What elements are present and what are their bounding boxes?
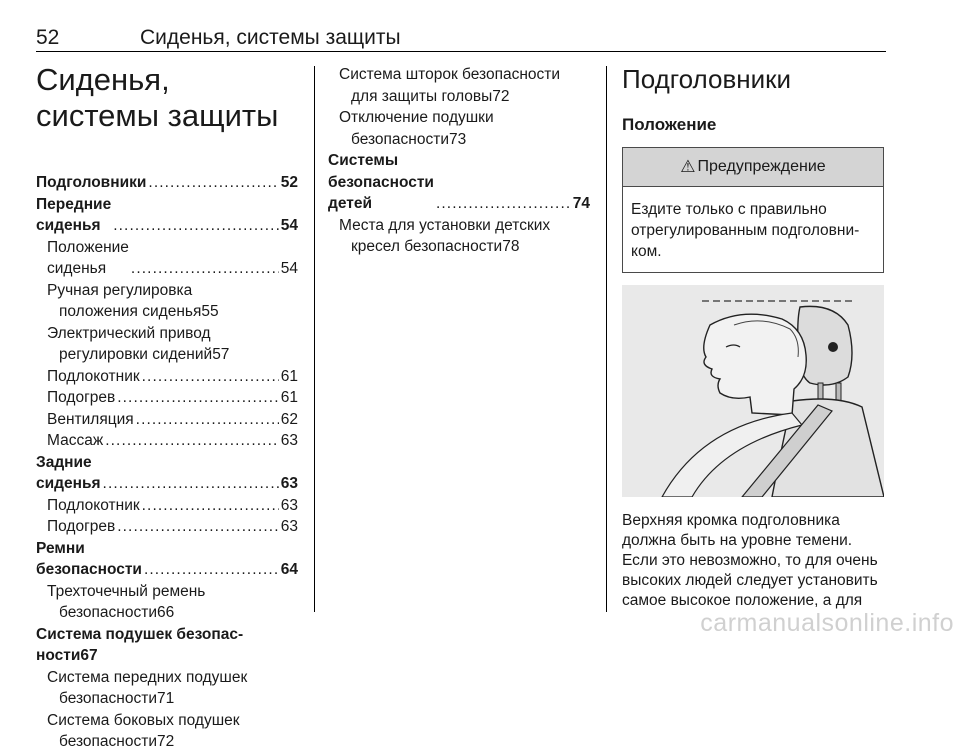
toc-entry-label: Система передних подушек [47,668,248,686]
toc-page-number: 64 [280,561,298,578]
section-title: Подголовники [622,64,792,94]
toc-page-number: 72 [157,733,175,750]
toc-entry-label: Подлокотник [47,496,140,514]
watermark: carmanualsonline.info [700,609,954,637]
warning-triangle-icon: ⚠ [680,157,696,176]
toc-page-number: 78 [502,238,520,255]
content-column [622,58,886,611]
toc-entry-label: Задние сиденья [36,453,101,492]
warning-text: Ездите только с правильно отрегулированным подголовни-ком. [631,201,860,260]
toc-entry[interactable] [36,538,298,581]
toc-page-number: 63 [280,475,298,492]
page-number: 52 [36,26,60,49]
page-header [36,26,886,50]
warning-title: Предупреждение [697,158,826,175]
warning-box [622,147,884,273]
toc-entry[interactable] [36,387,298,409]
toc-entry-label: Места для установки детских [339,216,551,234]
toc-page-number: 62 [280,410,298,428]
toc-entry[interactable] [36,280,298,323]
toc-entry-label: безопасности [351,130,449,148]
toc-entry-label: Подлокотник [47,367,140,385]
head-restraint-position-illustration [622,285,884,497]
toc-entry[interactable] [36,430,298,452]
toc-entry[interactable] [328,64,590,107]
toc-entry-label: Системы безопасности детей [328,152,439,212]
toc-entry[interactable] [36,710,298,753]
toc-leader-dots [148,172,278,194]
toc-page-number: 55 [201,303,219,320]
toc-entry[interactable] [36,495,298,517]
toc-column-1 [36,58,298,753]
toc-entry-label: кресел безопасности [351,238,503,255]
toc-entry-label: регулировки сидений [59,346,213,363]
toc-entry-label: безопасности [59,733,157,750]
toc-entry[interactable] [36,323,298,366]
toc-page-number: 67 [80,647,98,664]
toc-leader-dots [142,366,279,388]
toc-entry-label: Система шторок безопасности [339,66,561,83]
toc-entry-label: безопасности [59,604,157,621]
running-title: Сиденья, системы защиты [140,26,401,49]
toc-page-number: 61 [280,389,298,406]
toc-entry-label: Трехточечный ремень [47,582,206,600]
toc-leader-dots [113,215,279,237]
toc-entry[interactable] [36,194,298,237]
toc-entry-label: Подогрев [47,389,116,406]
toc-leader-dots [117,387,279,409]
toc-entry-label: Подогрев [47,518,116,535]
toc-entry[interactable] [36,667,298,710]
toc-entry[interactable] [328,150,590,215]
toc-page-number: 74 [572,195,590,212]
toc-entry[interactable] [36,366,298,388]
toc-entry[interactable] [36,237,298,280]
toc-page-number: 72 [492,87,510,105]
toc-entry[interactable] [36,516,298,538]
header-rule [36,51,886,52]
toc-entry-label: Подголовники [36,174,147,191]
toc-entry-label: Передние сиденья [36,195,116,234]
toc-entry-label: Система подушек безопас- [36,625,244,643]
toc-page-number: 63 [280,432,298,449]
toc-page-number: 63 [280,496,298,514]
toc-entry[interactable] [36,172,298,194]
toc-page-number: 54 [280,260,298,277]
column-divider-2 [606,66,607,612]
column-divider-1 [314,66,315,612]
table-of-contents-continued [328,64,590,258]
toc-entry-label: для защиты головы [351,87,493,105]
toc-entry-label: Ручная регулировка [47,281,193,299]
toc-entry-label: Массаж [47,432,104,449]
toc-entry-label: Система боковых подушек [47,711,240,729]
warning-header [623,148,883,187]
toc-entry[interactable] [36,624,298,667]
toc-leader-dots [131,258,279,280]
body-paragraph: Верхняя кромка подголовника должна быть на уровне темени. Если это невозможно, то для очень высоких людей следует установить самое высокое положение, а для [622,512,878,609]
toc-entry[interactable] [328,215,590,258]
toc-entry-label: Электрический привод [47,324,211,342]
toc-entry[interactable] [36,409,298,431]
toc-page-number: 52 [280,174,298,191]
toc-leader-dots [105,430,279,452]
toc-entry-label: Положение сиденья [47,238,134,277]
toc-leader-dots [142,495,279,517]
toc-entry-label: Отключение подушки [339,109,494,126]
toc-page-number: 66 [157,604,175,621]
chapter-title: Сиденья, системы защиты [36,62,279,133]
subsection-title: Положение [622,115,717,134]
toc-page-number: 57 [212,346,230,363]
toc-page-number: 61 [280,367,298,385]
table-of-contents [36,172,298,753]
toc-entry-label: Ремни безопасности [36,539,142,578]
toc-entry[interactable] [36,452,298,495]
toc-entry[interactable] [328,107,590,150]
toc-leader-dots [103,473,279,495]
toc-entry-label: положения сиденья [59,303,202,320]
toc-entry-label: Вентиляция [47,410,134,428]
toc-leader-dots [436,193,571,215]
toc-entry-label: безопасности [59,690,157,707]
toc-leader-dots [144,559,279,581]
toc-page-number: 63 [280,518,298,535]
toc-leader-dots [117,516,279,538]
toc-column-2 [328,64,590,258]
toc-page-number: 71 [157,690,175,707]
toc-leader-dots [136,409,279,431]
toc-entry-label: ности [36,647,81,664]
toc-page-number: 54 [280,217,298,234]
toc-page-number: 73 [449,130,467,148]
toc-entry[interactable] [36,581,298,624]
